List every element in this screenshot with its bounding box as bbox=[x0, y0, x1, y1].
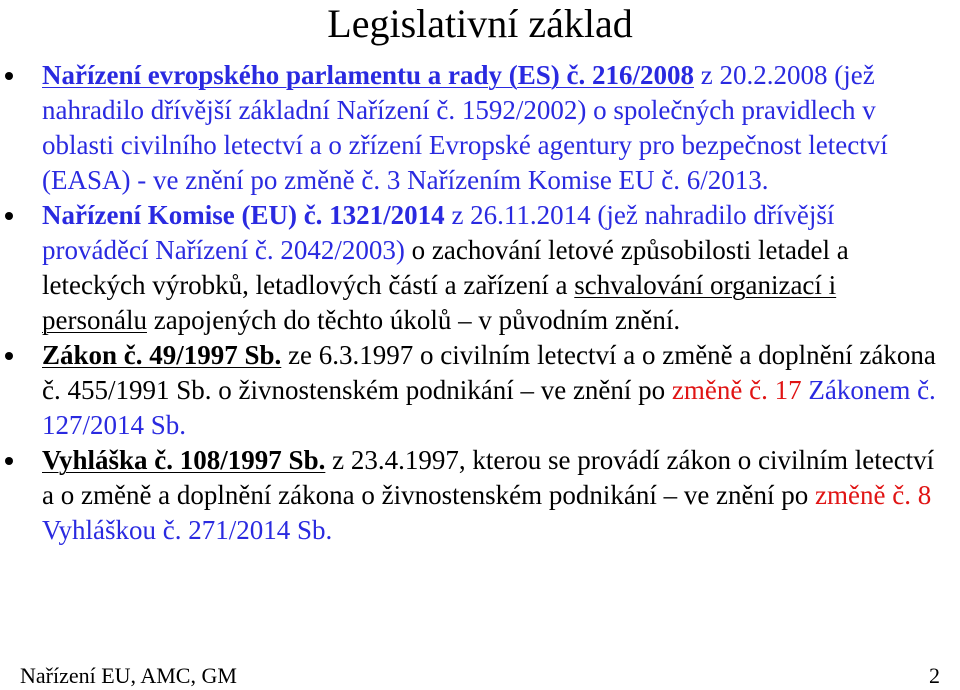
act-49-1997-title: Zákon č. 49/1997 Sb. bbox=[42, 340, 282, 370]
act-49-1997-text: ze 6.3.1997 o civilním letectví a o změně a doplnění zákona č. 455/1991 Sb. o živnostenském podnikání – ve znění po bbox=[42, 340, 936, 405]
page-number: 2 bbox=[929, 663, 940, 688]
regulation-216-2008-text: z 20.2.2008 (jež nahradilo dřívější základní Nařízení č. 1592/2002) o společných pravidlech v oblasti civilního letectví a o zřízení Evropské agentury pro bezpečnost letectví (EASA) - ve znění po změně č. 3 Nařízením Komise EU č. 6/2013. bbox=[42, 60, 888, 195]
legislation-list bbox=[0, 58, 960, 548]
act-127-2014-text: Zákonem č. 127/2014 Sb. bbox=[42, 375, 936, 440]
regulation-1321-2014-tail: zapojených do těchto úkolů – v původním znění. bbox=[146, 305, 681, 335]
footer-title: Nařízení EU, AMC, GM bbox=[20, 663, 237, 688]
act-amendment-17: změně č. 17 bbox=[671, 375, 802, 405]
decree-108-1997-text: z 23.4.1997, kterou se provádí zákon o civilním letectví a o změně a doplnění zákona o živnostenském podnikání – ve znění po bbox=[42, 445, 935, 510]
decree-271-2014-text: Vyhláškou č. 271/2014 Sb. bbox=[42, 515, 333, 545]
list-item-regulation-1321-2014 bbox=[0, 198, 960, 338]
approval-underlined-text: schvalování organizací i personálu bbox=[42, 270, 837, 335]
decree-108-1997-title: Vyhláška č. 108/1997 Sb. bbox=[42, 445, 326, 475]
regulation-216-2008-link[interactable]: Nařízení evropského parlamentu a rady (ES) č. 216/2008 bbox=[42, 60, 694, 90]
list-item-regulation-216-2008 bbox=[0, 58, 960, 198]
regulation-1321-2014-text: o zachování letové způsobilosti letadel a leteckých výrobků, letadlových částí a zařízení a bbox=[42, 235, 849, 300]
slide-title: Legislativní základ bbox=[327, 1, 633, 46]
list-item-decree-108-1997 bbox=[0, 443, 960, 548]
decree-amendment-8: změně č. 8 bbox=[815, 480, 932, 510]
regulation-1321-2014-link[interactable]: Nařízení Komise (EU) č. 1321/2014 bbox=[42, 200, 445, 230]
regulation-1321-2014-date: z 26.11.2014 (jež nahradilo dřívější prováděcí Nařízení č. 2042/2003) bbox=[42, 200, 835, 265]
list-item-act-49-1997 bbox=[0, 338, 960, 443]
